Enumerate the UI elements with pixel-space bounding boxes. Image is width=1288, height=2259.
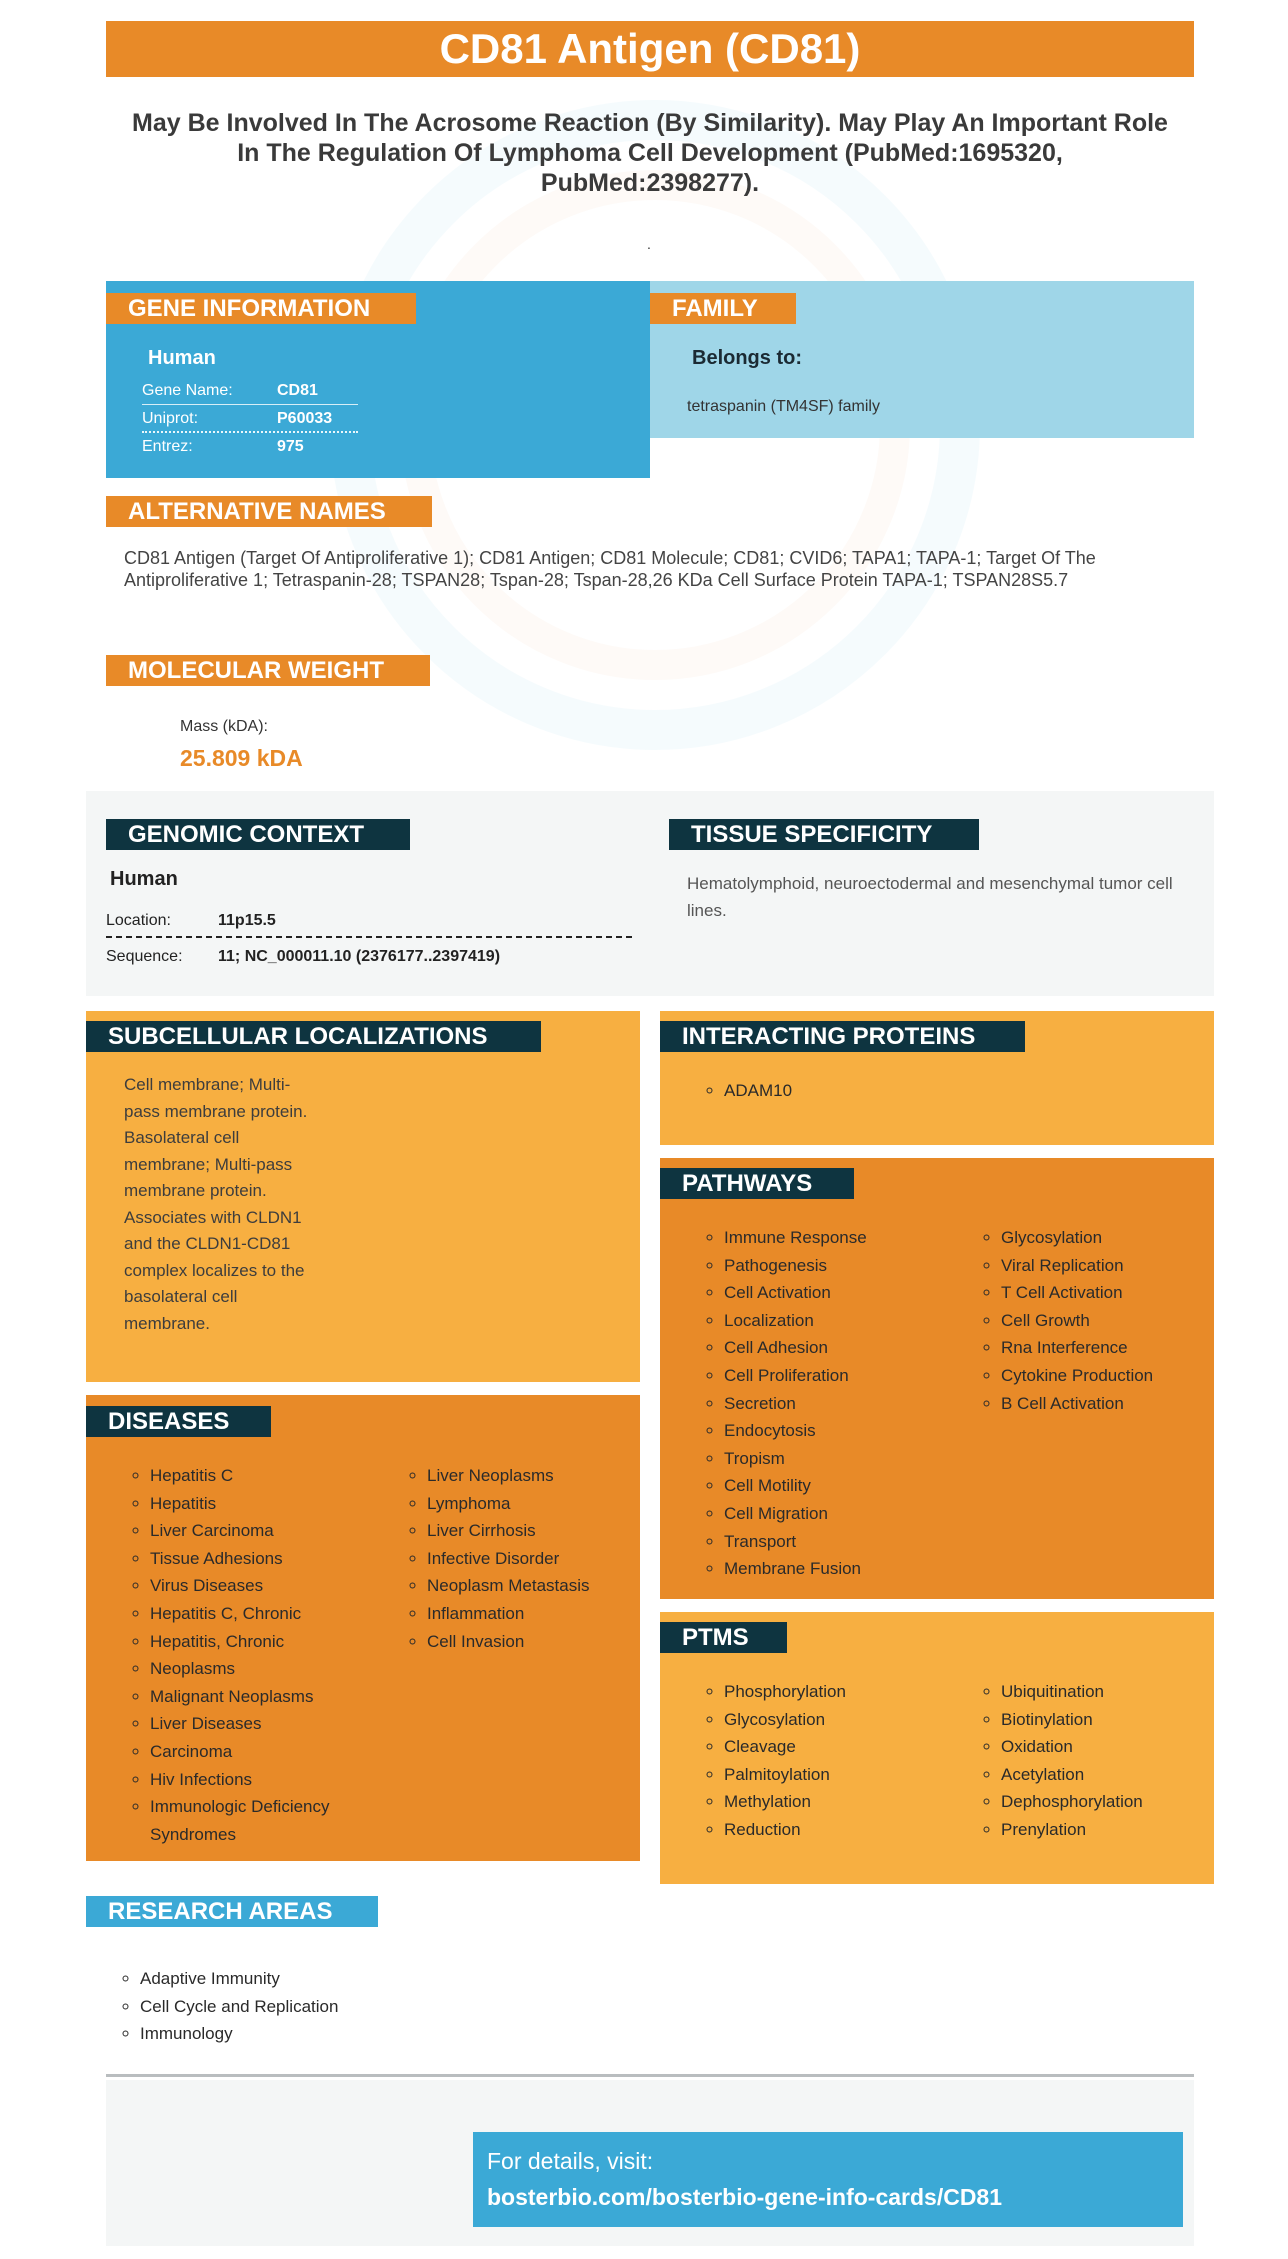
- page-title: CD81 Antigen (CD81): [106, 21, 1194, 77]
- genomic-species: Human: [110, 868, 178, 890]
- subcellular-heading: SUBCELLULAR LOCALIZATIONS: [86, 1021, 541, 1052]
- pathway-item: ◦ Secretion: [724, 1390, 964, 1418]
- ptm-item: ◦ Dephosphorylation: [1001, 1788, 1201, 1816]
- research-areas-list: [120, 1965, 520, 2048]
- alternative-names-heading: ALTERNATIVE NAMES: [106, 496, 432, 527]
- disease-item: ◦ Malignant Neoplasms: [150, 1683, 370, 1711]
- pathway-item: ◦ Cytokine Production: [1001, 1362, 1201, 1390]
- pathway-item: ◦ Immune Response: [724, 1224, 964, 1252]
- footer-divider: [106, 2074, 1194, 2077]
- ptm-item: ◦ Prenylation: [1001, 1816, 1201, 1844]
- ptms-list-col1: [704, 1678, 964, 1844]
- protein-function-summary: May Be Involved In The Acrosome Reaction (By Similarity). May Play An Important Role In The Regulation Of Lymphoma Cell Development (PubMed:1695320, PubMed:2398277).: [132, 109, 1168, 197]
- pathway-item: ◦ Cell Activation: [724, 1279, 964, 1307]
- separator-dot: .: [647, 236, 651, 252]
- genomic-context-heading: GENOMIC CONTEXT: [106, 819, 410, 850]
- disease-item: ◦ Infective Disorder: [427, 1545, 627, 1573]
- ptms-list-col2: [981, 1678, 1201, 1844]
- disease-item: ◦ Cell Invasion: [427, 1628, 627, 1656]
- gene-info-species: Human: [148, 347, 216, 369]
- ptms-heading: PTMS: [660, 1622, 787, 1653]
- diseases-heading: DISEASES: [86, 1406, 271, 1437]
- pathway-item: ◦ Viral Replication: [1001, 1252, 1201, 1280]
- research-area-item: ◦ Adaptive Immunity: [140, 1965, 520, 1993]
- pathway-item: ◦ Transport: [724, 1528, 964, 1556]
- disease-item: ◦ Hepatitis: [150, 1490, 370, 1518]
- pathway-item: ◦ Pathogenesis: [724, 1252, 964, 1280]
- pathway-item: ◦ Membrane Fusion: [724, 1555, 964, 1583]
- pathways-list-col1: [704, 1224, 964, 1583]
- pathway-item: ◦ Rna Interference: [1001, 1334, 1201, 1362]
- gene-name-value: CD81: [277, 382, 318, 399]
- ptm-item: ◦ Cleavage: [724, 1733, 964, 1761]
- disease-item: ◦ Hepatitis, Chronic: [150, 1628, 370, 1656]
- genomic-key: Location:: [106, 912, 171, 929]
- interacting-protein-item: ◦ ADAM10: [724, 1077, 1004, 1105]
- disease-item: ◦ Liver Cirrhosis: [427, 1517, 627, 1545]
- disease-item: ◦ Virus Diseases: [150, 1572, 370, 1600]
- ptm-item: ◦ Phosphorylation: [724, 1678, 964, 1706]
- ptm-item: ◦ Acetylation: [1001, 1761, 1201, 1789]
- disease-item: ◦ Inflammation: [427, 1600, 627, 1628]
- mass-label: Mass (kDA):: [180, 718, 268, 735]
- interacting-proteins-list: [704, 1077, 1004, 1105]
- disease-item: ◦ Carcinoma: [150, 1738, 370, 1766]
- sequence-value: 11; NC_000011.10 (2376177..2397419): [218, 948, 501, 965]
- ptm-item: ◦ Biotinylation: [1001, 1706, 1201, 1734]
- disease-item: ◦ Liver Neoplasms: [427, 1462, 627, 1490]
- pathway-item: ◦ Glycosylation: [1001, 1224, 1201, 1252]
- tissue-specificity-heading: TISSUE SPECIFICITY: [669, 819, 979, 850]
- ptm-item: ◦ Ubiquitination: [1001, 1678, 1201, 1706]
- family-text: tetraspanin (TM4SF) family: [687, 398, 880, 415]
- disease-item: ◦ Hepatitis C: [150, 1462, 370, 1490]
- uniprot-value: P60033: [277, 410, 333, 427]
- entrez-value: 975: [277, 438, 304, 455]
- gene-info-row: [142, 377, 358, 405]
- disease-item: ◦ Liver Carcinoma: [150, 1517, 370, 1545]
- pathways-heading: PATHWAYS: [660, 1168, 854, 1199]
- gene-info-row: [142, 433, 358, 461]
- disease-item: ◦ Hepatitis C, Chronic: [150, 1600, 370, 1628]
- ptm-item: ◦ Glycosylation: [724, 1706, 964, 1734]
- molecular-weight-heading: MOLECULAR WEIGHT: [106, 655, 430, 686]
- gene-info-row: [142, 405, 358, 433]
- ptm-item: ◦ Reduction: [724, 1816, 964, 1844]
- location-value: 11p15.5: [218, 912, 276, 929]
- pathway-item: ◦ Endocytosis: [724, 1417, 964, 1445]
- ptm-item: ◦ Oxidation: [1001, 1733, 1201, 1761]
- tissue-specificity-text: Hematolymphoid, neuroectodermal and mesenchymal tumor cell lines.: [687, 874, 1173, 920]
- family-belongs-to: Belongs to:: [692, 347, 802, 369]
- pathway-item: ◦ T Cell Activation: [1001, 1279, 1201, 1307]
- pathway-item: ◦ Tropism: [724, 1445, 964, 1473]
- details-link-box[interactable]: [473, 2132, 1183, 2227]
- pathway-item: ◦ Cell Adhesion: [724, 1334, 964, 1362]
- genomic-row: [106, 904, 632, 938]
- research-area-item: ◦ Immunology: [140, 2020, 520, 2048]
- pathway-item: ◦ Cell Migration: [724, 1500, 964, 1528]
- pathway-item: ◦ Cell Proliferation: [724, 1362, 964, 1390]
- disease-item: ◦ Hiv Infections: [150, 1766, 370, 1794]
- details-url-link[interactable]: bosterbio.com/bosterbio-gene-info-cards/CD81: [487, 2184, 1003, 2210]
- ptm-item: ◦ Palmitoylation: [724, 1761, 964, 1789]
- diseases-list-col1: [130, 1462, 370, 1848]
- disease-item: ◦ Immunologic Deficiency Syndromes: [150, 1793, 370, 1848]
- disease-item: ◦ Neoplasms: [150, 1655, 370, 1683]
- subcellular-text: Cell membrane; Multi-pass membrane protein. Basolateral cell membrane; Multi-pass membrane protein. Associates with CLDN1 and the CLDN1-CD81 complex localizes to the basolateral cell membrane.: [124, 1075, 308, 1333]
- details-intro: For details, visit:: [487, 2148, 654, 2174]
- pathways-list-col2: [981, 1224, 1201, 1417]
- disease-item: ◦ Tissue Adhesions: [150, 1545, 370, 1573]
- genomic-key: Sequence:: [106, 948, 183, 965]
- disease-item: ◦ Lymphoma: [427, 1490, 627, 1518]
- pathway-item: ◦ Cell Motility: [724, 1472, 964, 1500]
- genomic-row: [106, 940, 632, 974]
- family-heading: FAMILY: [650, 293, 796, 324]
- interacting-proteins-heading: INTERACTING PROTEINS: [660, 1021, 1025, 1052]
- disease-item: ◦ Liver Diseases: [150, 1710, 370, 1738]
- diseases-list-col2: [407, 1462, 627, 1655]
- gene-information-heading: GENE INFORMATION: [106, 293, 416, 324]
- pathway-item: ◦ Localization: [724, 1307, 964, 1335]
- mass-value: 25.809 kDA: [180, 745, 303, 771]
- pathway-item: ◦ B Cell Activation: [1001, 1390, 1201, 1418]
- alternative-names-text: CD81 Antigen (Target Of Antiproliferative 1); CD81 Antigen; CD81 Molecule; CD81; CVID6; TAPA1; TAPA-1; Target Of The Antiproliferative 1; Tetraspanin-28; TSPAN28; Tspan-28; Tspan-28,26 KDa Cell Surface Protein TAPA-1; TSPAN28S5.7: [124, 548, 1096, 590]
- pathway-item: ◦ Cell Growth: [1001, 1307, 1201, 1335]
- ptm-item: ◦ Methylation: [724, 1788, 964, 1816]
- research-area-item: ◦ Cell Cycle and Replication: [140, 1993, 520, 2021]
- research-areas-heading: RESEARCH AREAS: [86, 1896, 378, 1927]
- gene-info-key: Uniprot:: [142, 410, 199, 427]
- disease-item: ◦ Neoplasm Metastasis: [427, 1572, 627, 1600]
- gene-info-key: Gene Name:: [142, 382, 233, 399]
- gene-info-key: Entrez:: [142, 438, 193, 455]
